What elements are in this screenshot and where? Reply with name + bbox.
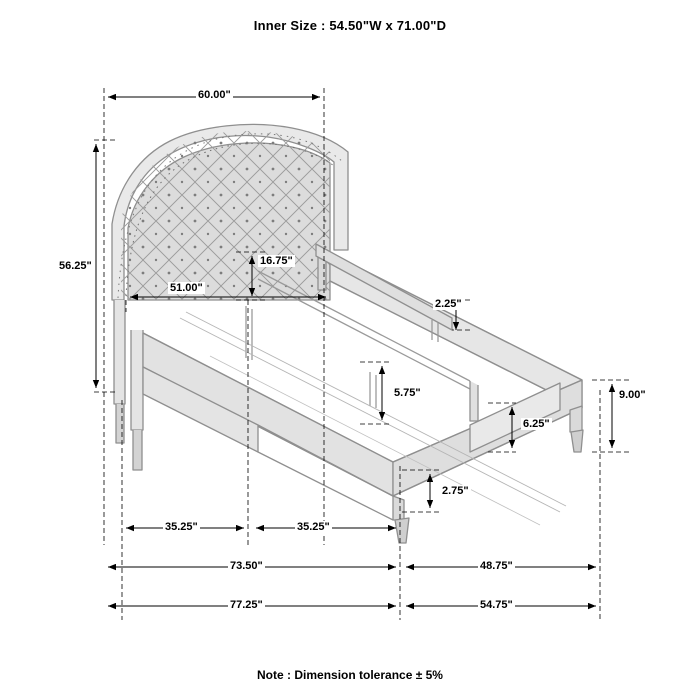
dim-headboard-width: 60.00" (198, 89, 231, 101)
dim-right-leg-span: 35.25" (297, 521, 330, 533)
dim-leg-height: 2.75" (442, 485, 469, 497)
dim-slat-height: 5.75" (394, 387, 421, 399)
dim-headboard-panel-width: 51.00" (170, 282, 203, 294)
bed-illustration (112, 124, 583, 543)
dim-overall-height: 56.25" (59, 260, 92, 272)
dim-rail-height: 6.25" (523, 418, 550, 430)
dim-bed-length: 73.50" (230, 560, 263, 572)
page-title: Inner Size : 54.50"W x 71.00"D (253, 18, 447, 33)
dim-bed-depth: 48.75" (480, 560, 513, 572)
dim-headboard-panel-height: 16.75" (260, 255, 293, 267)
dim-overall-depth: 54.75" (480, 599, 513, 611)
dim-side-rail-top-gap: 2.25" (435, 298, 462, 310)
tolerance-note: Note : Dimension tolerance ± 5% (257, 668, 443, 682)
dim-left-leg-span: 35.25" (165, 521, 198, 533)
dim-overall-length: 77.25" (230, 599, 263, 611)
dim-footboard-clearance: 9.00" (619, 389, 646, 401)
